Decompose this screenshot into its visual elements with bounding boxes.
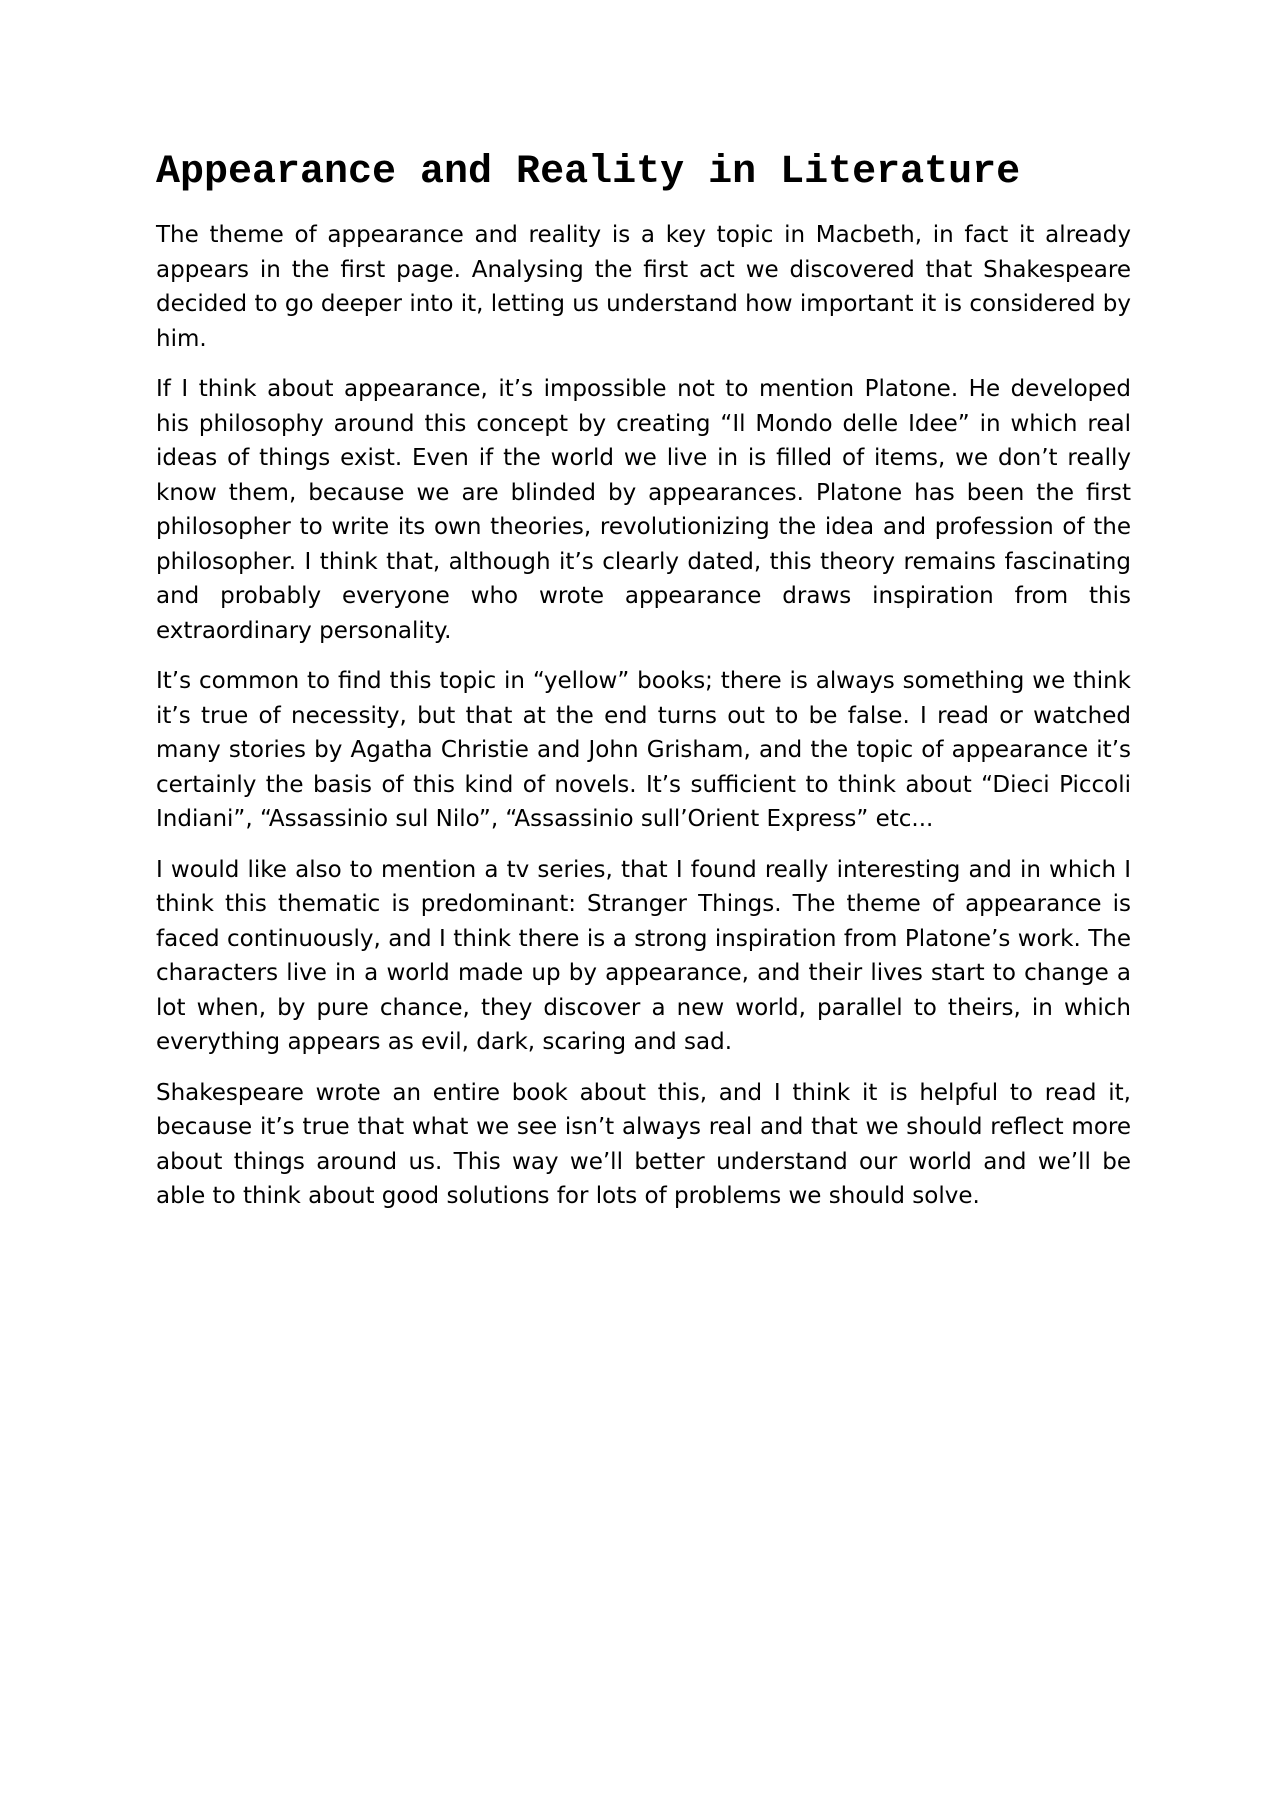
document-body (156, 150, 1131, 1230)
paragraph-conclusion: Shakespeare wrote an entire book about this, and I think it is helpful to read it, because it’s true that what we see isn’t always real and that we should reflect more about things around us. This way we’ll better understand our world and we’ll be able to think about good solutions for lots of problems we should solve. (156, 1079, 1131, 1209)
paragraph-yellow-books: It’s common to find this topic in “yellow” books; there is always something we think it’s true of necessity, but that at the end turns out to be false. I read or watched many stories by Agatha Christie and John Grisham, and the topic of appearance it’s certainly the basis of this kind of novels. It’s sufficient to think about “Dieci Piccoli Indiani”, “Assassinio sul Nilo”, “Assassinio sull’Orient Express” etc... (156, 668, 1131, 832)
paragraph-macbeth: The theme of appearance and reality is a key topic in Macbeth, in fact it already appears in the first page. Analysing the first act we discovered that Shakespeare decided to go deeper into it, letting us understand how important it is considered by him. (156, 222, 1131, 352)
paragraph-platone: If I think about appearance, it’s impossible not to mention Platone. He developed his philosophy around this concept by creating “Il Mondo delle Idee” in which real ideas of things exist. Even if the world we live in is filled of items, we don’t really know them, because we are blinded by appearances. Platone has been the first philosopher to write its own theories, revolutionizing the idea and profession of the philosopher. I think that, although it’s clearly dated, this theory remains fascinating and probably everyone who wrote appearance draws inspiration from this extraordinary personality. (156, 376, 1131, 644)
document-title: Appearance and Reality in Literature (156, 150, 1021, 195)
paragraph-stranger-things: I would like also to mention a tv series, that I found really interesting and in which I think this thematic is predominant: Stranger Things. The theme of appearance is faced continuously, and I think there is a strong inspiration from Platone’s work. The characters live in a world made up by appearance, and their lives start to change a lot when, by pure chance, they discover a new world, parallel to theirs, in which everything appears as evil, dark, scaring and sad. (156, 856, 1131, 1055)
